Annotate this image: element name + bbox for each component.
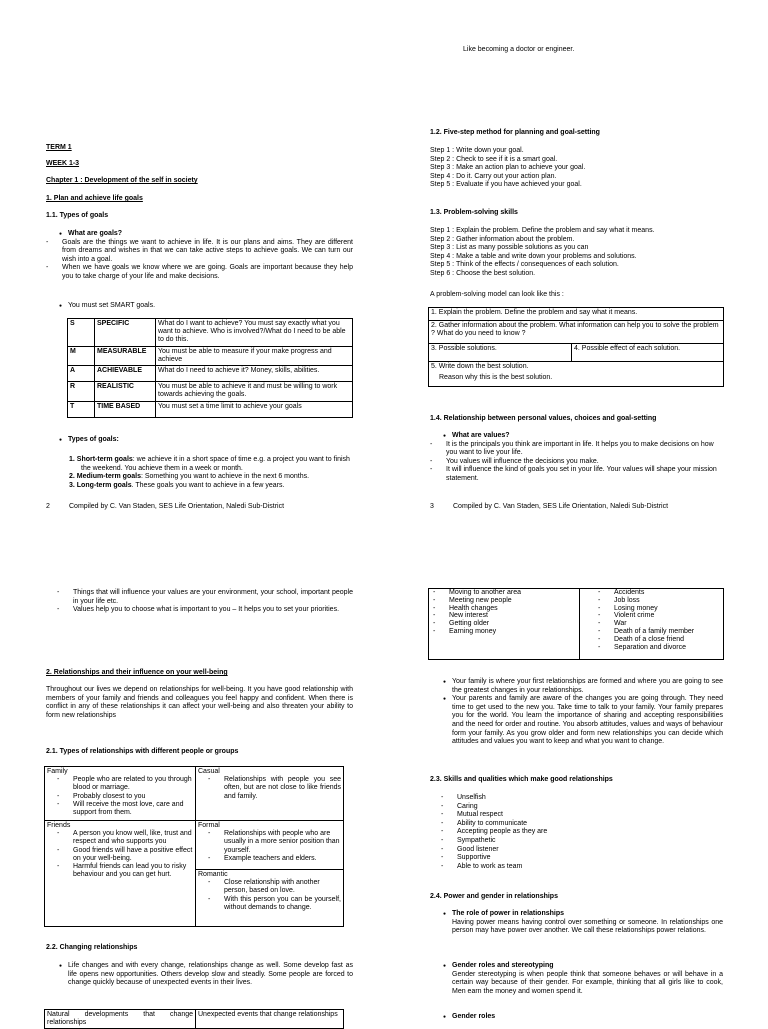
smart-row-m: M MEASURABLE You must be able to measure if your make progress and achieve: [68, 346, 353, 365]
section-1-1-heading: 1.1. Types of goals: [46, 212, 109, 219]
model-intro: A problem-solving model can look like this :: [430, 291, 564, 298]
smart-row-a: A ACHIEVABLE What do I need to achieve it? Money, skills, abilities.: [68, 366, 353, 382]
section-2-3-heading: 2.3. Skills and qualities which make good relationships: [430, 776, 613, 783]
qualities-list: - Unselfish - Caring - Mutual respect - Ability to communicate - Accepting people as they are - Sympathetic - Good listener - Supportive - Able to work as team: [441, 794, 547, 871]
type-long: 3. Long-term goals. These goals you want to achieve in a few years.: [69, 481, 285, 489]
section-1-2-heading: 1.2. Five-step method for planning and goal-setting: [430, 129, 600, 136]
section-2-2-heading: 2.2. Changing relationships: [46, 944, 138, 951]
section-2-heading: 2. Relationships and their influence on your well-being: [46, 669, 228, 676]
goal-dash-2: - When we have goals we know where we are going. Goals are important because they help you to take charge of your life and make decisions.: [46, 264, 353, 281]
smart-row-r: R REALISTIC You must be able to achieve it and must be willing to work towards achieving the goals.: [68, 382, 353, 402]
gender-block: ● Gender roles and stereotyping Gender stereotyping is when people think that someone behaves or will behave in a certain way because of their gender. For example, thinking that all girls like to cook, Men earn the money and women spend it.: [441, 962, 723, 996]
types-heading: ● Types of goals:: [57, 436, 119, 445]
goal-dash-1: - Goals are the things we want to achieve in life. It is our plans and aims. They are different from dreams and wishes in that we can take active steps to achieve goals. We can turn our wish into a goal.: [46, 239, 353, 265]
type-short: 1. Short-term goals: we achieve it in a short space of time e.g. a project you want to finish the weekend. You achieve them in a week or month.: [69, 456, 350, 472]
relationship-types-table: Family - People who are related to you through blood or marriage. - Probably closest to you - Will receive the most love, care and support from them. Casual - Relationships with people you see often, but are not close to like friends and family. Friends - A person you know well, like, trust and respect and who supports you - Good friends will have a positive effect on your well-being. - Harmful friends can lead you to risky behaviour and you can get hurt. Formal - Relationships with people who are usually in a more senior position than yourself. - Example teachers and elders. Romantic - Close relationship with another person, based on love. - With this person you can be yourself, without demands to change.: [44, 766, 344, 927]
changing-block: ● Life changes and with every change, relationships change as well. Some develop fast as life opens new opportunities. Others develop slow and steadly. Some people are forced to change quickly because of unexpected events in their lives.: [57, 962, 353, 988]
values-influence: - Things that will influence your values are your environment, your school, important people in your life etc. - Values help you to choose what is important to you – It helps you to set your priorities.: [57, 589, 353, 615]
page-number-3: 3: [430, 503, 434, 510]
footer-3: Compiled by C. Van Staden, SES Life Orientation, Naledi Sub-District: [453, 503, 669, 510]
section-2-1-heading: 2.1. Types of relationships with different people or groups: [46, 748, 239, 755]
change-table-header: Natural developments that change relationships Unexpected events that change relationships: [44, 1009, 344, 1029]
relationships-intro: Throughout our lives we depend on relationships for well-being. It you have good relationship with members of your family and friends and colleagues you feel happy and confident. When there is conflict in any of these relationships it can affect your well-being and also threaten your ability to form new relationships: [46, 686, 353, 719]
section-1-3-heading: 1.3. Problem-solving skills: [430, 209, 518, 216]
five-steps: Step 1 : Write down your goal. Step 2 : Check to see if it is a smart goal. Step 3 : Make an action plan to achieve your goal. Step 4 : Do it. Carry out your action plan. Step 5 : Evaluate if you have achieved your goal.: [430, 147, 586, 189]
smart-row-s: S SPECIFIC What do I want to achieve? You must say exactly what you want to achieve. Who is involved?/What do I need to be able to do this.: [68, 319, 353, 347]
section-2-4-heading: 2.4. Power and gender in relationships: [430, 893, 558, 900]
chapter-heading: Chapter 1 : Development of the self in society: [46, 177, 198, 184]
power-block: ● The role of power in relationships Having power means having control over something or someone. In relationships one person may have power over another. We call these relationships power relations.: [441, 910, 723, 936]
family-bullets: ● Your family is where your first relationships are formed and where you are going to see the greatest changes in your relationships. ● Your parents and family are aware of the changes you are going through. They need time to get used to the new you. Take time to talk to your family. Your family prepares you for the world. You learn the importance of sharing and accepting responsibilities and the need for order and routine. You absorb attitudes, values and ways of behaviour form your family. As you grow older and form new relationships you can decide which attitudes and values you want to keep and what you want to change.: [441, 678, 723, 747]
what-are-goals: ● What are goals?: [57, 230, 353, 239]
problem-model-table: 1. Explain the problem. Define the problem and say what it means. 2. Gather information about the problem. What information can help you to solve the problem ? What do you need to know ? 3. Possible solutions. 4. Possible effect of each solution. 5. Write down the best solution. Reason why this is the best solution.: [428, 307, 724, 387]
smart-row-t: T TIME BASED You must set a time limit to achieve your goals: [68, 402, 353, 418]
goals-block: [57, 230, 353, 282]
smart-intro: ● You must set SMART goals.: [57, 302, 155, 311]
smart-table: [67, 318, 353, 418]
week-heading: WEEK 1-3: [46, 160, 80, 167]
footer-2: Compiled by C. Van Staden, SES Life Orientation, Naledi Sub-District: [69, 503, 285, 510]
types-list: [69, 456, 351, 490]
section-1-heading: 1. Plan and achieve life goals: [46, 195, 143, 202]
change-events-table: - Moving to another area - Meeting new people - Health changes - New interest - Getting older - Earning money - Accidents - Job loss - Losing money - Violent crime - War - Death of a family member - Death of a close friend - Separation and divorce: [428, 588, 724, 660]
term-heading: TERM 1: [46, 144, 72, 151]
continued-line: Like becoming a doctor or engineer.: [463, 46, 575, 53]
six-steps: Step 1 : Explain the problem. Define the problem and say what it means. Step 2 : Gather information about the problem. Step 3 : List as many possible solutions as you can Step 4 : Make a table and write down your problems and solutions. Step 5 : Think of the effects / consequences of each solution. Step 6 : Choose the best solution.: [430, 227, 655, 277]
values-block: ● What are values? - It is the principals you think are important in life. It helps you to make decisions on how you want to live your life. - You values will influence the decisions you make. - It will influence the kind of goals you set in your life. Your values will shape your mission statement.: [441, 432, 725, 484]
section-1-4-heading: 1.4. Relationship between personal values, choices and goal-setting: [430, 415, 657, 422]
page-number-2: 2: [46, 503, 50, 510]
gender-roles-heading: ● Gender roles: [441, 1013, 495, 1022]
type-medium: 2. Medium-term goals: Something you want to achieve in the next 6 months.: [69, 473, 310, 481]
